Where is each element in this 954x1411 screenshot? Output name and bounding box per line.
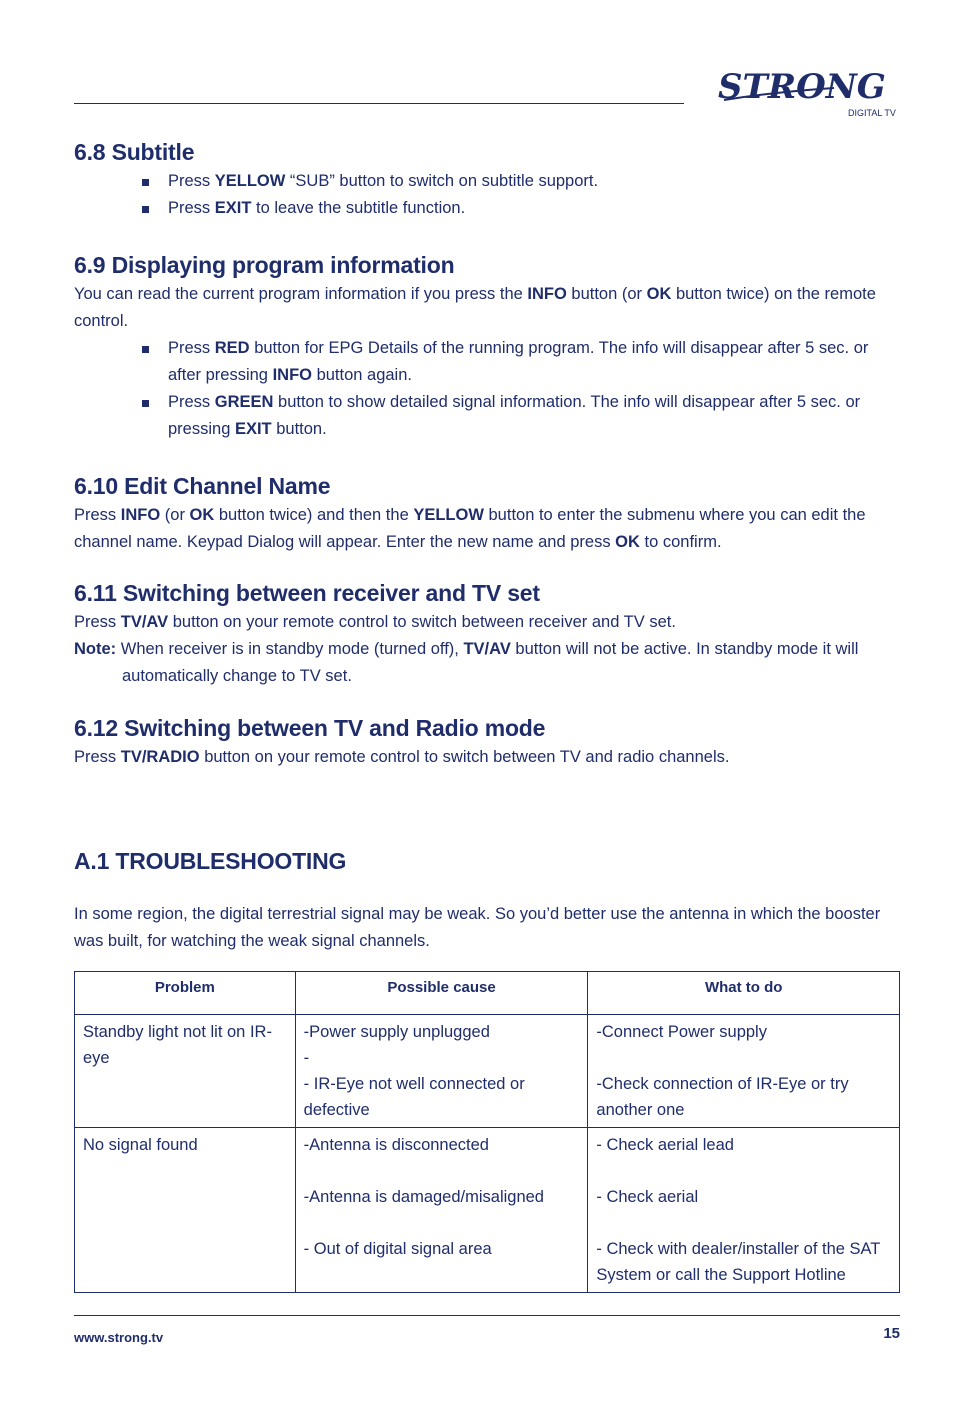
strong-logo — [714, 62, 904, 122]
action-line: - Check with dealer/installer of the SAT System or call the Support Hotline — [596, 1240, 881, 1284]
column-header-problem: Problem — [75, 972, 296, 1015]
table-row — [75, 1128, 900, 1293]
problem-cell: No signal found — [75, 1128, 296, 1293]
table-header-row — [75, 972, 900, 1015]
action-cell — [588, 1015, 900, 1128]
cause-line: -Antenna is disconnected — [303, 1136, 489, 1154]
action-line — [596, 1158, 891, 1184]
tvav-text: Press TV/AV button on your remote control to switch between receiver and TV set. — [74, 613, 676, 631]
section-title-6-11: 6.11 Switching between receiver and TV set — [74, 580, 540, 606]
action-line — [596, 1045, 891, 1071]
footer-rule — [74, 1315, 900, 1316]
subtitle-bullets — [74, 168, 900, 222]
edit-channel-text: Press INFO (or OK button twice) and then the YELLOW button to enter the submenu where you can edit the channel name. Keypad Dialog will appear. Enter the new name and press OK to confirm. — [74, 506, 866, 551]
program-info-bullets — [74, 335, 900, 443]
cause-cell — [295, 1015, 588, 1128]
cause-line: -Power supply unplugged — [303, 1023, 490, 1041]
section-title-6-10: 6.10 Edit Channel Name — [74, 473, 331, 499]
section-title-6-8: 6.8 Subtitle — [74, 139, 195, 165]
page-content — [74, 136, 900, 1293]
section-title-6-9: 6.9 Displaying program information — [74, 252, 455, 278]
column-header-action: What to do — [588, 972, 900, 1015]
action-cell — [588, 1128, 900, 1293]
cause-line: - Out of digital signal area — [303, 1240, 492, 1258]
troubleshooting-table — [74, 971, 900, 1293]
cause-line — [304, 1158, 580, 1184]
cause-cell — [295, 1128, 588, 1293]
action-line: -Check connection of IR-Eye or try another one — [596, 1075, 849, 1119]
problem-cell: Standby light not lit on IR-eye — [75, 1015, 296, 1128]
table-row — [75, 1015, 900, 1128]
section-title-6-12: 6.12 Switching between TV and Radio mode — [74, 715, 546, 741]
cause-line: - IR-Eye not well connected or defective — [303, 1075, 525, 1119]
list-item: Press YELLOW “SUB” button to switch on subtitle support. — [168, 168, 900, 195]
tv-radio-text: Press TV/RADIO button on your remote control to switch between TV and radio channels. — [74, 748, 730, 766]
header-rule — [74, 103, 684, 104]
list-item: Press EXIT to leave the subtitle function. — [168, 195, 900, 222]
action-line: - Check aerial lead — [596, 1136, 734, 1154]
standby-note: Note: When receiver is in standby mode (turned off), TV/AV button will not be active. In standby mode it will automatically change to TV set. — [74, 640, 859, 685]
program-info-intro: You can read the current program information if you press the INFO button (or OK button twice) on the remote control. — [74, 285, 876, 330]
svg-text:STRONG: STRONG — [718, 67, 886, 107]
list-item: Press RED button for EPG Details of the running program. The info will disappear after 5 sec. or after pressing INFO button again. — [168, 335, 900, 389]
cause-line: -Antenna is damaged/misaligned — [303, 1188, 544, 1206]
action-line: -Connect Power supply — [596, 1023, 767, 1041]
list-item: Press GREEN button to show detailed signal information. The info will disappear after 5 sec. or pressing EXIT button. — [168, 389, 900, 443]
action-line — [596, 1210, 891, 1236]
footer-url-link[interactable]: www.strong.tv — [74, 1330, 164, 1345]
cause-line: - — [303, 1049, 310, 1067]
troubleshooting-intro: In some region, the digital terrestrial signal may be weak. So you’d better use the antenna in which the booster was built, for watching the weak signal channels. — [74, 905, 881, 950]
section-title-troubleshooting: A.1 TROUBLESHOOTING — [74, 848, 347, 874]
page-number: 15 — [883, 1325, 900, 1342]
svg-text:DIGITAL TV: DIGITAL TV — [848, 108, 896, 118]
cause-line — [304, 1210, 580, 1236]
column-header-cause: Possible cause — [295, 972, 588, 1015]
action-line: - Check aerial — [596, 1188, 699, 1206]
